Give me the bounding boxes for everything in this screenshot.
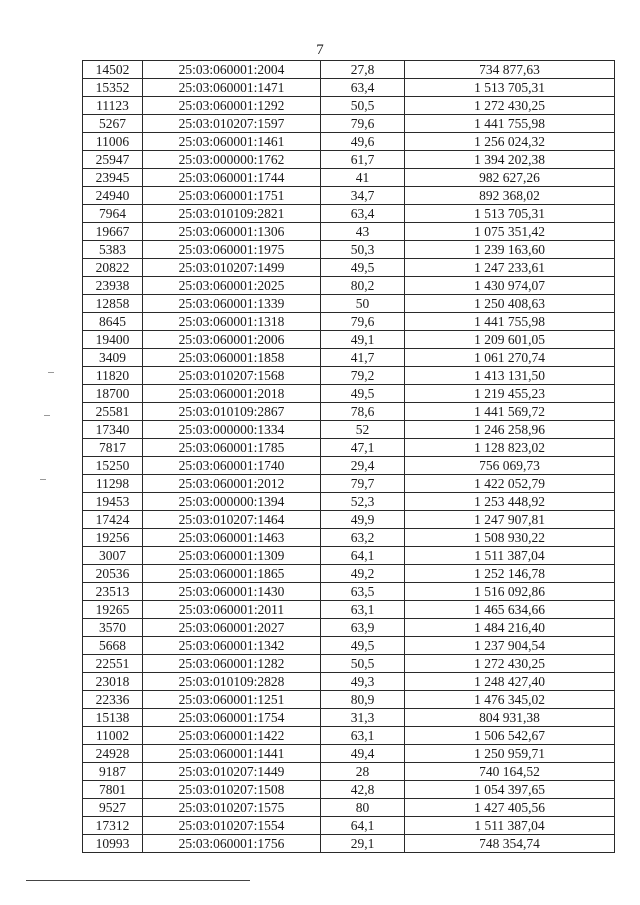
area-cell: 43 bbox=[321, 223, 405, 241]
cadastral-number-cell: 25:03:060001:1471 bbox=[143, 79, 321, 97]
area-cell: 49,4 bbox=[321, 745, 405, 763]
table-row bbox=[83, 349, 615, 367]
area-cell: 31,3 bbox=[321, 709, 405, 727]
cadastral-number-cell: 25:03:060001:1865 bbox=[143, 565, 321, 583]
registry-number-cell: 24940 bbox=[83, 187, 143, 205]
cadastral-number-cell: 25:03:000000:1762 bbox=[143, 151, 321, 169]
amount-cell: 1 465 634,66 bbox=[405, 601, 615, 619]
cadastral-number-cell: 25:03:000000:1394 bbox=[143, 493, 321, 511]
area-cell: 49,5 bbox=[321, 385, 405, 403]
table-row bbox=[83, 619, 615, 637]
registry-number-cell: 15138 bbox=[83, 709, 143, 727]
amount-cell: 1 061 270,74 bbox=[405, 349, 615, 367]
registry-number-cell: 10993 bbox=[83, 835, 143, 853]
table-row bbox=[83, 583, 615, 601]
amount-cell: 1 511 387,04 bbox=[405, 817, 615, 835]
registry-number-cell: 11006 bbox=[83, 133, 143, 151]
registry-number-cell: 5668 bbox=[83, 637, 143, 655]
cadastral-number-cell: 25:03:060001:1461 bbox=[143, 133, 321, 151]
area-cell: 80,2 bbox=[321, 277, 405, 295]
table-row bbox=[83, 745, 615, 763]
table-row bbox=[83, 691, 615, 709]
area-cell: 34,7 bbox=[321, 187, 405, 205]
table-row bbox=[83, 187, 615, 205]
page-number: 7 bbox=[316, 42, 324, 58]
table-row bbox=[83, 403, 615, 421]
area-cell: 27,8 bbox=[321, 61, 405, 79]
table-row bbox=[83, 205, 615, 223]
amount-cell: 982 627,26 bbox=[405, 169, 615, 187]
registry-table bbox=[82, 60, 615, 853]
amount-cell: 1 219 455,23 bbox=[405, 385, 615, 403]
amount-cell: 1 430 974,07 bbox=[405, 277, 615, 295]
area-cell: 41,7 bbox=[321, 349, 405, 367]
amount-cell: 1 427 405,56 bbox=[405, 799, 615, 817]
area-cell: 49,1 bbox=[321, 331, 405, 349]
cadastral-number-cell: 25:03:000000:1334 bbox=[143, 421, 321, 439]
table-row bbox=[83, 97, 615, 115]
area-cell: 63,2 bbox=[321, 529, 405, 547]
table-row bbox=[83, 223, 615, 241]
amount-cell: 1 511 387,04 bbox=[405, 547, 615, 565]
area-cell: 79,6 bbox=[321, 313, 405, 331]
area-cell: 79,6 bbox=[321, 115, 405, 133]
table-row bbox=[83, 511, 615, 529]
table-row bbox=[83, 655, 615, 673]
area-cell: 79,7 bbox=[321, 475, 405, 493]
table-row bbox=[83, 457, 615, 475]
registry-number-cell: 25581 bbox=[83, 403, 143, 421]
cadastral-number-cell: 25:03:010207:1449 bbox=[143, 763, 321, 781]
amount-cell: 1 422 052,79 bbox=[405, 475, 615, 493]
registry-number-cell: 11123 bbox=[83, 97, 143, 115]
table-row bbox=[83, 835, 615, 853]
area-cell: 41 bbox=[321, 169, 405, 187]
table-row bbox=[83, 367, 615, 385]
amount-cell: 804 931,38 bbox=[405, 709, 615, 727]
table-row bbox=[83, 601, 615, 619]
cadastral-number-cell: 25:03:060001:2027 bbox=[143, 619, 321, 637]
registry-number-cell: 15250 bbox=[83, 457, 143, 475]
registry-number-cell: 19400 bbox=[83, 331, 143, 349]
registry-number-cell: 11820 bbox=[83, 367, 143, 385]
amount-cell: 1 441 755,98 bbox=[405, 115, 615, 133]
area-cell: 80,9 bbox=[321, 691, 405, 709]
table-row bbox=[83, 817, 615, 835]
registry-number-cell: 23018 bbox=[83, 673, 143, 691]
registry-number-cell: 23938 bbox=[83, 277, 143, 295]
margin-mark bbox=[44, 415, 50, 416]
registry-number-cell: 11298 bbox=[83, 475, 143, 493]
registry-number-cell: 11002 bbox=[83, 727, 143, 745]
table-row bbox=[83, 637, 615, 655]
cadastral-number-cell: 25:03:010207:1499 bbox=[143, 259, 321, 277]
area-cell: 78,6 bbox=[321, 403, 405, 421]
cadastral-number-cell: 25:03:010207:1508 bbox=[143, 781, 321, 799]
area-cell: 64,1 bbox=[321, 547, 405, 565]
area-cell: 49,6 bbox=[321, 133, 405, 151]
registry-number-cell: 9527 bbox=[83, 799, 143, 817]
cadastral-number-cell: 25:03:060001:1339 bbox=[143, 295, 321, 313]
cadastral-number-cell: 25:03:060001:1858 bbox=[143, 349, 321, 367]
table-row bbox=[83, 259, 615, 277]
registry-number-cell: 7964 bbox=[83, 205, 143, 223]
amount-cell: 1 075 351,42 bbox=[405, 223, 615, 241]
area-cell: 28 bbox=[321, 763, 405, 781]
amount-cell: 756 069,73 bbox=[405, 457, 615, 475]
margin-mark bbox=[48, 372, 54, 373]
amount-cell: 1 508 930,22 bbox=[405, 529, 615, 547]
amount-cell: 1 484 216,40 bbox=[405, 619, 615, 637]
cadastral-number-cell: 25:03:060001:1785 bbox=[143, 439, 321, 457]
area-cell: 49,2 bbox=[321, 565, 405, 583]
registry-number-cell: 20822 bbox=[83, 259, 143, 277]
amount-cell: 1 247 907,81 bbox=[405, 511, 615, 529]
amount-cell: 1 506 542,67 bbox=[405, 727, 615, 745]
cadastral-number-cell: 25:03:060001:1975 bbox=[143, 241, 321, 259]
cadastral-number-cell: 25:03:010109:2867 bbox=[143, 403, 321, 421]
registry-number-cell: 19256 bbox=[83, 529, 143, 547]
registry-number-cell: 3409 bbox=[83, 349, 143, 367]
cadastral-number-cell: 25:03:060001:1422 bbox=[143, 727, 321, 745]
registry-number-cell: 23945 bbox=[83, 169, 143, 187]
table-row bbox=[83, 673, 615, 691]
table-row bbox=[83, 565, 615, 583]
area-cell: 79,2 bbox=[321, 367, 405, 385]
cadastral-number-cell: 25:03:010207:1568 bbox=[143, 367, 321, 385]
area-cell: 61,7 bbox=[321, 151, 405, 169]
table-row bbox=[83, 529, 615, 547]
table-row bbox=[83, 727, 615, 745]
amount-cell: 1 248 427,40 bbox=[405, 673, 615, 691]
registry-number-cell: 23513 bbox=[83, 583, 143, 601]
table-row bbox=[83, 295, 615, 313]
margin-mark bbox=[40, 479, 46, 480]
area-cell: 64,1 bbox=[321, 817, 405, 835]
cadastral-number-cell: 25:03:010207:1575 bbox=[143, 799, 321, 817]
table-row bbox=[83, 79, 615, 97]
amount-cell: 748 354,74 bbox=[405, 835, 615, 853]
table-row bbox=[83, 385, 615, 403]
table-row bbox=[83, 277, 615, 295]
cadastral-number-cell: 25:03:060001:1282 bbox=[143, 655, 321, 673]
cadastral-number-cell: 25:03:060001:1756 bbox=[143, 835, 321, 853]
cadastral-number-cell: 25:03:010207:1597 bbox=[143, 115, 321, 133]
cadastral-number-cell: 25:03:060001:1342 bbox=[143, 637, 321, 655]
cadastral-number-cell: 25:03:060001:1309 bbox=[143, 547, 321, 565]
amount-cell: 1 252 146,78 bbox=[405, 565, 615, 583]
amount-cell: 1 209 601,05 bbox=[405, 331, 615, 349]
registry-number-cell: 17312 bbox=[83, 817, 143, 835]
amount-cell: 892 368,02 bbox=[405, 187, 615, 205]
registry-number-cell: 24928 bbox=[83, 745, 143, 763]
area-cell: 63,1 bbox=[321, 601, 405, 619]
registry-number-cell: 25947 bbox=[83, 151, 143, 169]
registry-number-cell: 8645 bbox=[83, 313, 143, 331]
registry-number-cell: 22336 bbox=[83, 691, 143, 709]
registry-number-cell: 19667 bbox=[83, 223, 143, 241]
table-row bbox=[83, 475, 615, 493]
amount-cell: 1 513 705,31 bbox=[405, 205, 615, 223]
amount-cell: 1 237 904,54 bbox=[405, 637, 615, 655]
registry-number-cell: 19453 bbox=[83, 493, 143, 511]
table-row bbox=[83, 331, 615, 349]
amount-cell: 1 441 755,98 bbox=[405, 313, 615, 331]
registry-number-cell: 12858 bbox=[83, 295, 143, 313]
registry-number-cell: 7817 bbox=[83, 439, 143, 457]
amount-cell: 1 272 430,25 bbox=[405, 97, 615, 115]
cadastral-number-cell: 25:03:010207:1554 bbox=[143, 817, 321, 835]
amount-cell: 740 164,52 bbox=[405, 763, 615, 781]
amount-cell: 1 250 408,63 bbox=[405, 295, 615, 313]
area-cell: 49,9 bbox=[321, 511, 405, 529]
table-row bbox=[83, 493, 615, 511]
area-cell: 52,3 bbox=[321, 493, 405, 511]
table-row bbox=[83, 241, 615, 259]
footnote-separator bbox=[26, 880, 250, 881]
registry-number-cell: 5383 bbox=[83, 241, 143, 259]
cadastral-number-cell: 25:03:060001:2011 bbox=[143, 601, 321, 619]
area-cell: 49,3 bbox=[321, 673, 405, 691]
amount-cell: 1 441 569,72 bbox=[405, 403, 615, 421]
registry-table-body bbox=[83, 61, 615, 853]
registry-number-cell: 3570 bbox=[83, 619, 143, 637]
table-row bbox=[83, 547, 615, 565]
table-row bbox=[83, 169, 615, 187]
registry-number-cell: 14502 bbox=[83, 61, 143, 79]
amount-cell: 1 253 448,92 bbox=[405, 493, 615, 511]
cadastral-number-cell: 25:03:060001:1251 bbox=[143, 691, 321, 709]
cadastral-number-cell: 25:03:060001:1441 bbox=[143, 745, 321, 763]
cadastral-number-cell: 25:03:010109:2821 bbox=[143, 205, 321, 223]
cadastral-number-cell: 25:03:060001:2006 bbox=[143, 331, 321, 349]
cadastral-number-cell: 25:03:060001:2012 bbox=[143, 475, 321, 493]
area-cell: 49,5 bbox=[321, 637, 405, 655]
table-row bbox=[83, 61, 615, 79]
table-row bbox=[83, 763, 615, 781]
table-row bbox=[83, 439, 615, 457]
table-row bbox=[83, 133, 615, 151]
cadastral-number-cell: 25:03:060001:2025 bbox=[143, 277, 321, 295]
table-row bbox=[83, 313, 615, 331]
amount-cell: 1 513 705,31 bbox=[405, 79, 615, 97]
area-cell: 50,5 bbox=[321, 655, 405, 673]
registry-number-cell: 9187 bbox=[83, 763, 143, 781]
cadastral-number-cell: 25:03:060001:1318 bbox=[143, 313, 321, 331]
area-cell: 63,4 bbox=[321, 205, 405, 223]
area-cell: 49,5 bbox=[321, 259, 405, 277]
amount-cell: 1 250 959,71 bbox=[405, 745, 615, 763]
table-row bbox=[83, 781, 615, 799]
amount-cell: 1 256 024,32 bbox=[405, 133, 615, 151]
area-cell: 29,1 bbox=[321, 835, 405, 853]
amount-cell: 1 476 345,02 bbox=[405, 691, 615, 709]
registry-number-cell: 22551 bbox=[83, 655, 143, 673]
registry-number-cell: 7801 bbox=[83, 781, 143, 799]
registry-number-cell: 5267 bbox=[83, 115, 143, 133]
cadastral-number-cell: 25:03:010109:2828 bbox=[143, 673, 321, 691]
cadastral-number-cell: 25:03:060001:1306 bbox=[143, 223, 321, 241]
area-cell: 63,9 bbox=[321, 619, 405, 637]
amount-cell: 1 239 163,60 bbox=[405, 241, 615, 259]
amount-cell: 1 054 397,65 bbox=[405, 781, 615, 799]
amount-cell: 734 877,63 bbox=[405, 61, 615, 79]
amount-cell: 1 128 823,02 bbox=[405, 439, 615, 457]
cadastral-number-cell: 25:03:010207:1464 bbox=[143, 511, 321, 529]
area-cell: 50 bbox=[321, 295, 405, 313]
cadastral-number-cell: 25:03:060001:1754 bbox=[143, 709, 321, 727]
area-cell: 63,1 bbox=[321, 727, 405, 745]
area-cell: 52 bbox=[321, 421, 405, 439]
amount-cell: 1 247 233,61 bbox=[405, 259, 615, 277]
cadastral-number-cell: 25:03:060001:1751 bbox=[143, 187, 321, 205]
cadastral-number-cell: 25:03:060001:2018 bbox=[143, 385, 321, 403]
table-row bbox=[83, 799, 615, 817]
cadastral-number-cell: 25:03:060001:1430 bbox=[143, 583, 321, 601]
area-cell: 63,5 bbox=[321, 583, 405, 601]
amount-cell: 1 516 092,86 bbox=[405, 583, 615, 601]
area-cell: 50,5 bbox=[321, 97, 405, 115]
cadastral-number-cell: 25:03:060001:2004 bbox=[143, 61, 321, 79]
amount-cell: 1 394 202,38 bbox=[405, 151, 615, 169]
amount-cell: 1 272 430,25 bbox=[405, 655, 615, 673]
cadastral-number-cell: 25:03:060001:1744 bbox=[143, 169, 321, 187]
cadastral-number-cell: 25:03:060001:1740 bbox=[143, 457, 321, 475]
cadastral-number-cell: 25:03:060001:1463 bbox=[143, 529, 321, 547]
table-row bbox=[83, 151, 615, 169]
area-cell: 42,8 bbox=[321, 781, 405, 799]
table-row bbox=[83, 115, 615, 133]
cadastral-number-cell: 25:03:060001:1292 bbox=[143, 97, 321, 115]
area-cell: 29,4 bbox=[321, 457, 405, 475]
table-row bbox=[83, 709, 615, 727]
amount-cell: 1 413 131,50 bbox=[405, 367, 615, 385]
registry-number-cell: 19265 bbox=[83, 601, 143, 619]
area-cell: 63,4 bbox=[321, 79, 405, 97]
registry-number-cell: 17340 bbox=[83, 421, 143, 439]
amount-cell: 1 246 258,96 bbox=[405, 421, 615, 439]
registry-number-cell: 3007 bbox=[83, 547, 143, 565]
registry-number-cell: 17424 bbox=[83, 511, 143, 529]
registry-number-cell: 20536 bbox=[83, 565, 143, 583]
table-row bbox=[83, 421, 615, 439]
area-cell: 47,1 bbox=[321, 439, 405, 457]
area-cell: 80 bbox=[321, 799, 405, 817]
area-cell: 50,3 bbox=[321, 241, 405, 259]
registry-number-cell: 18700 bbox=[83, 385, 143, 403]
registry-number-cell: 15352 bbox=[83, 79, 143, 97]
